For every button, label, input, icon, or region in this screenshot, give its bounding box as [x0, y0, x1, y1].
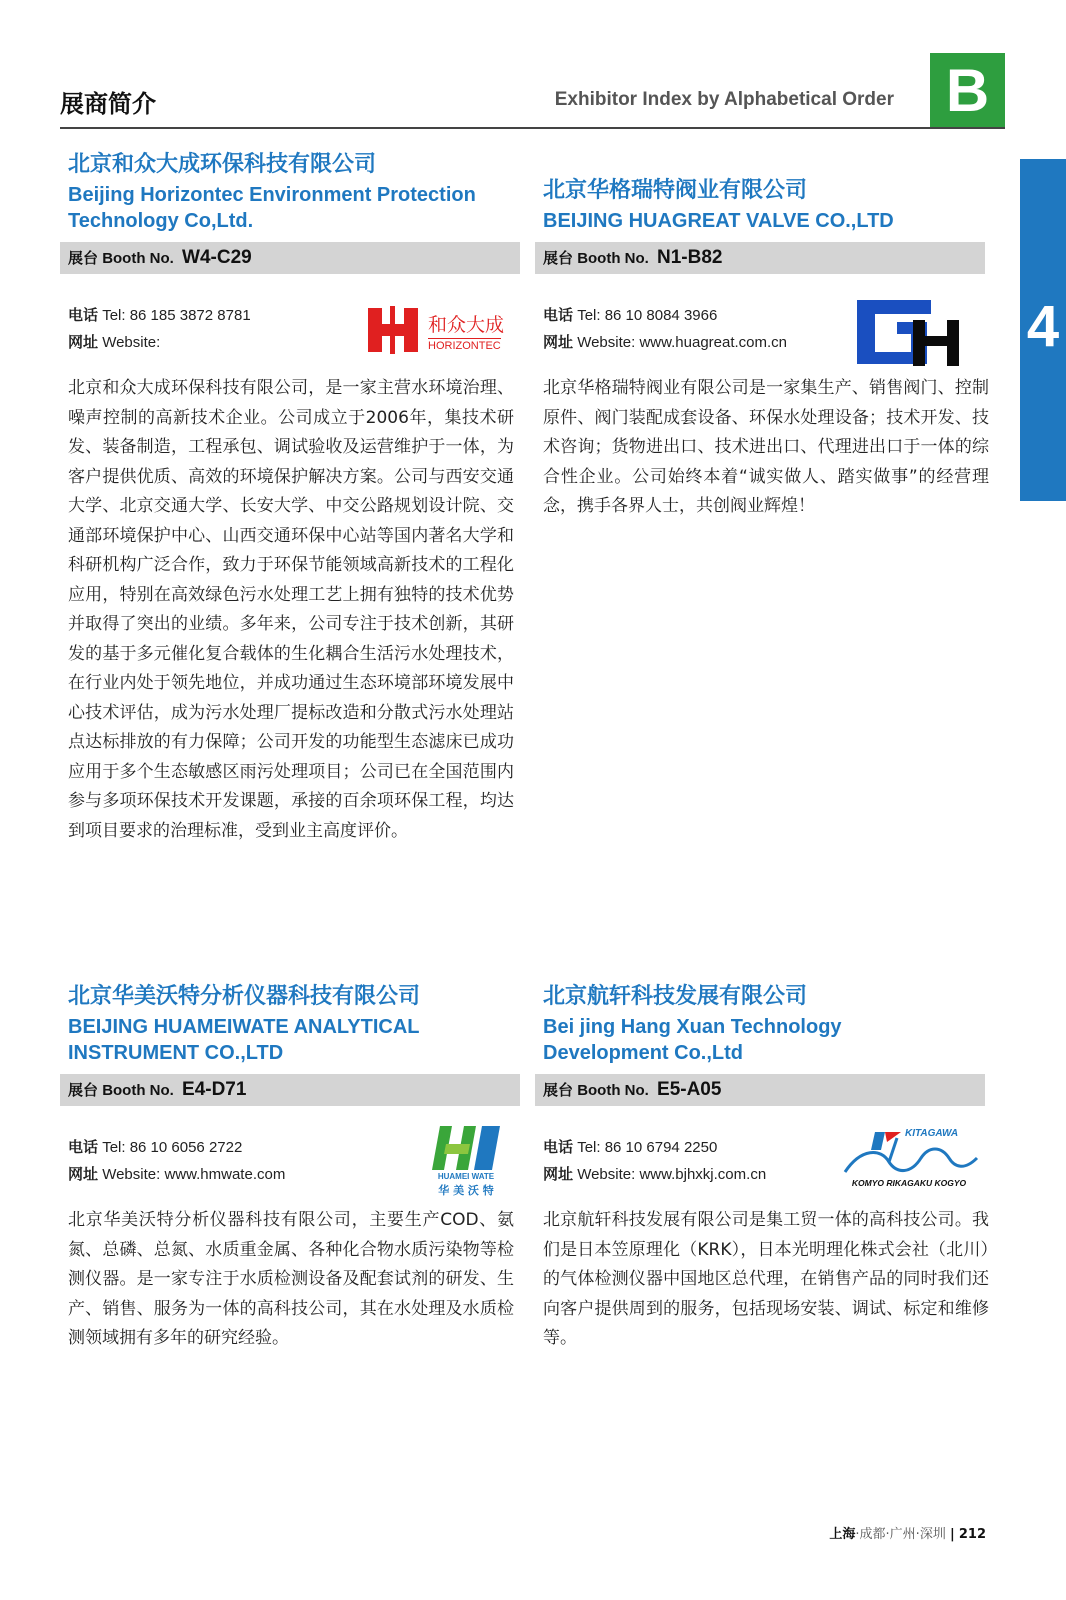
huagreat-logo — [851, 292, 963, 371]
page-footer: 上海·成都·广州·深圳 | 212 — [829, 1527, 986, 1542]
booth-bar: 展台 Booth No. W4-C29 — [60, 242, 520, 274]
exhibitor-name-cn: 北京航轩科技发展有限公司 — [543, 984, 808, 1009]
header-divider — [60, 127, 1005, 129]
exhibitor-name-en: Bei jing Hang Xuan Technology Development Co.,Ltd — [543, 1016, 842, 1064]
exhibitor-name-cn: 北京和众大成环保科技有限公司 — [68, 152, 377, 177]
contact-info: 电话 Tel: 86 185 3872 8781 网址 Website: — [68, 306, 251, 351]
tel-value: 86 10 8084 3966 — [604, 307, 718, 324]
exhibitor-name-cn: 北京华格瑞特阀业有限公司 — [543, 178, 808, 203]
booth-bar: 展台 Booth No. E5-A05 — [535, 1074, 985, 1106]
contact-info: 电话 Tel: 86 10 6794 2250 网址 Website: www.bjhxkj.com.cn — [543, 1138, 767, 1183]
section-letter-badge: B — [930, 53, 1005, 128]
huameiwate-logo: HUAMEI WATE 华 美 沃 特 — [426, 1126, 506, 1196]
booth-number: E4-D71 — [182, 1079, 247, 1100]
page-title: 展商简介 — [60, 90, 156, 118]
tel-value: 86 10 6056 2722 — [129, 1139, 243, 1156]
exhibitor-name-en: Beijing Horizontec Environment Protection Technology Co,Ltd. — [68, 184, 476, 232]
page-number: 212 — [958, 1527, 986, 1542]
booth-bar: 展台 Booth No. E4-D71 — [60, 1074, 520, 1106]
booth-number: N1-B82 — [657, 247, 723, 268]
contact-info: 电话 Tel: 86 10 8084 3966 网址 Website: www.huagreat.com.cn — [543, 306, 788, 351]
hw-logo-icon — [430, 1126, 502, 1170]
kitagawa-logo: KITAGAWA KOMYO RIKAGAKU KOGYO — [841, 1128, 981, 1192]
website-value[interactable]: www.bjhxkj.com.cn — [639, 1166, 767, 1183]
horizontec-h-icon — [368, 306, 420, 354]
exhibitor-description: 北京和众大成环保科技有限公司，是一家主营水环境治理、噪声控制的高新技术企业。公司成立于2006年，集技术研发、装备制造，工程承包、调试验收及运营维护于一体，为客户提供优质、高效的环境保护解决方案。公司与西安交通大学、北京交通大学、长安大学、中交公路规划设计院、交通部环境保护中心、山西交通环保中心站等国内著名大学和科研机构广泛合作，致力于环保节能领域高新技术的工程化应用，特别在高效绿色污水处理工艺上拥有独特的技术优势并取得了突出的业绩。多年来，公司专注于技术创新，其研发的基于多元催化复合载体的生化耦合生活污水处理技术，在行业内处于领先地位，并成功通过生态环境部环境发展中心技术评估，成为污水处理厂提标改造和分散式污水处理站点达标排放的有力保障；公司开发的功能型生态滤床已成功应用于多个生态敏感区雨污处理项目；公司已在全国范围内参与多项环保技术开发课题，承接的百余项环保工程，均达到项目要求的治理标准，受到业主高度评价。 — [68, 378, 514, 841]
website-value[interactable]: www.huagreat.com.cn — [639, 334, 788, 351]
exhibitor-name-en: BEIJING HUAMEIWATE ANALYTICAL INSTRUMENT CO.,LTD — [68, 1016, 420, 1064]
exhibitor-description: 北京华美沃特分析仪器科技有限公司，主要生产COD、氨氮、总磷、总氮、水质重金属、各种化合物水质污染物等检测仪器。是一家专注于水质检测设备及配套试剂的研发、生产、销售、服务为一体的高科技公司，其在水处理及水质检测领域拥有多年的研究经验。 — [68, 1210, 514, 1348]
exhibitor-description: 北京华格瑞特阀业有限公司是一家集生产、销售阀门、控制原件、阀门装配成套设备、环保水处理设备；技术开发、技术咨询；货物进出口、技术进出口、代理进出口于一体的综合性企业。公司始终本着“诚实做人、踏实做事”的经营理念，携手各界人士，共创阀业辉煌！ — [543, 378, 989, 516]
contact-info: 电话 Tel: 86 10 6056 2722 网址 Website: www.hmwate.com — [68, 1138, 286, 1183]
booth-number: E5-A05 — [657, 1079, 722, 1100]
exhibitor-description: 北京航轩科技发展有限公司是集工贸一体的高科技公司。我们是日本笠原理化（KRK），日本光明理化株式会社（北川）的气体检测仪器中国地区总代理，在销售产品的同时我们还向客户提供周到的服务，包括现场安装、调试、标定和维修等。 — [543, 1210, 989, 1348]
tel-value: 86 185 3872 8781 — [129, 307, 251, 324]
website-value[interactable]: www.hmwate.com — [164, 1166, 286, 1183]
gh-logo-icon — [851, 292, 963, 366]
chapter-side-tab — [1020, 159, 1066, 501]
page-subtitle: Exhibitor Index by Alphabetical Order — [554, 89, 894, 110]
exhibitor-card — [60, 982, 520, 1348]
exhibitor-name-cn: 北京华美沃特分析仪器科技有限公司 — [68, 984, 421, 1009]
booth-bar: 展台 Booth No. N1-B82 — [535, 242, 985, 274]
exhibitor-name-en: BEIJING HUAGREAT VALVE CO.,LTD — [543, 210, 894, 232]
booth-number: W4-C29 — [182, 247, 252, 268]
exhibitor-card — [60, 150, 520, 841]
exhibitor-card — [535, 176, 995, 516]
chapter-number: 4 — [1026, 294, 1060, 359]
tel-value: 86 10 6794 2250 — [604, 1139, 718, 1156]
exhibitor-card — [535, 982, 995, 1348]
horizontec-logo: 和众大成 HORIZONTEC — [368, 306, 508, 356]
